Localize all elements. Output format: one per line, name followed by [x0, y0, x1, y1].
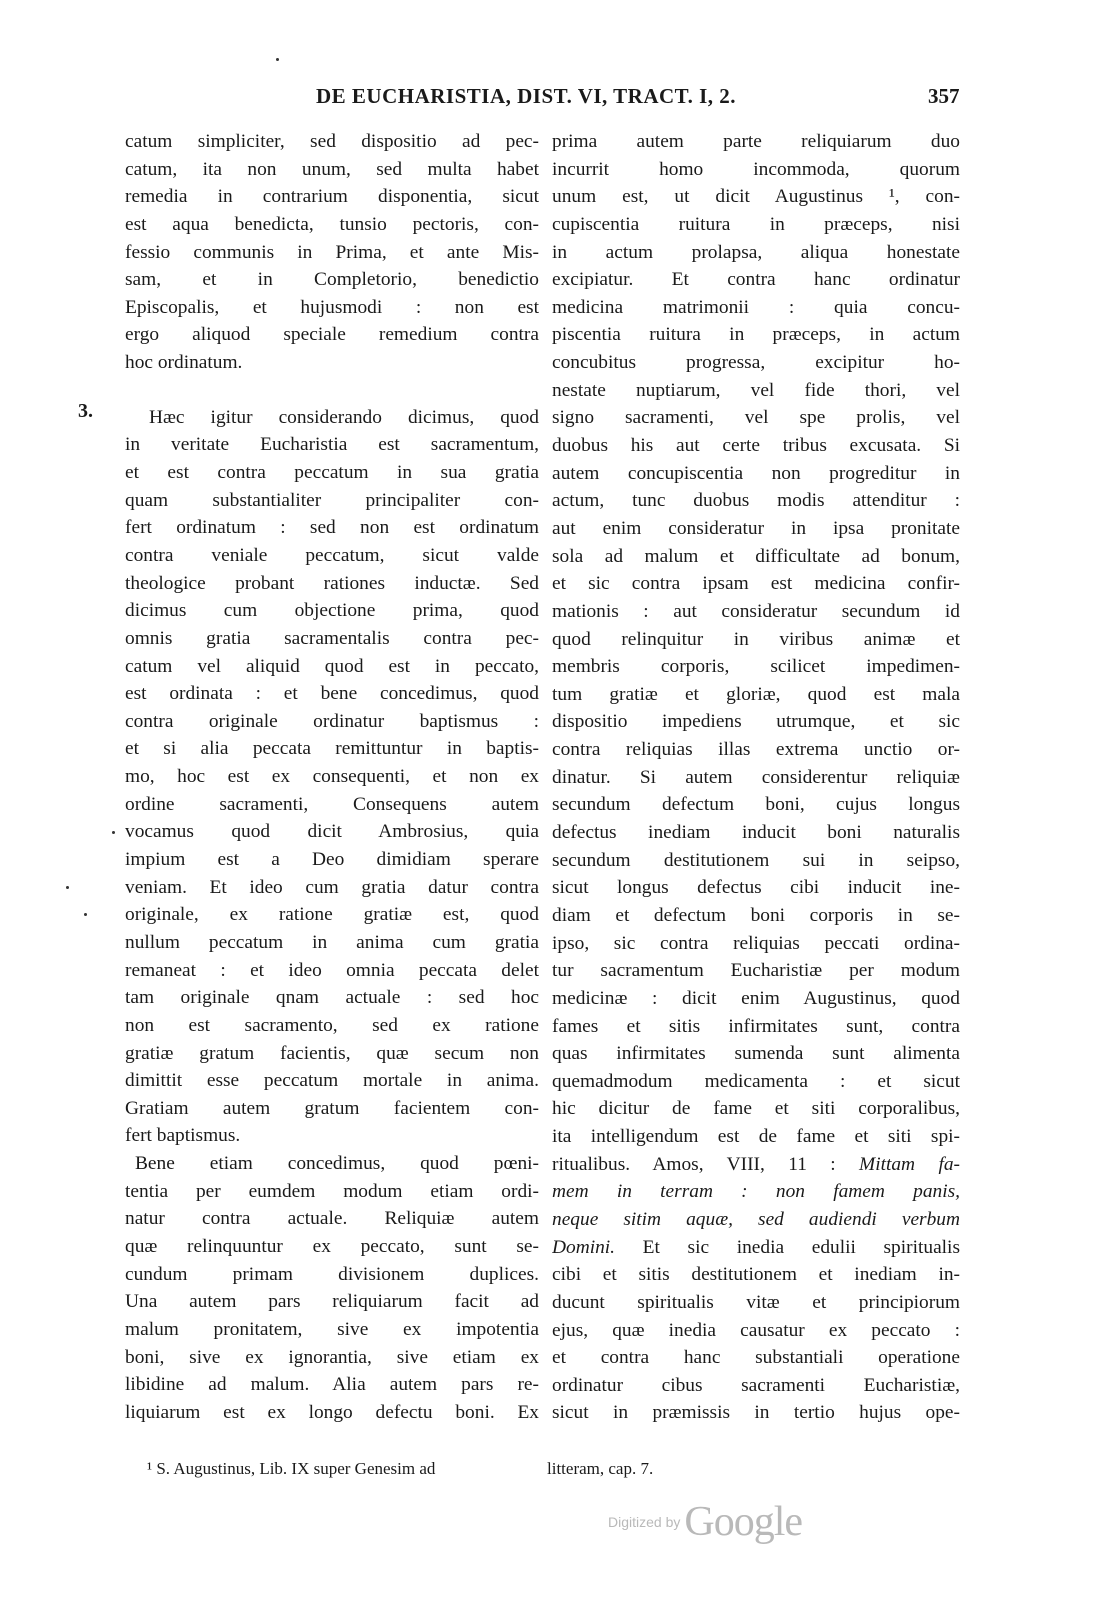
text-line: malum pronitatem, sive ex impotentia [125, 1318, 539, 1340]
text-span: ritualibus. Amos, VIII, 11 : [552, 1153, 836, 1175]
text-line: dicimus cum objectione prima, quod [125, 600, 539, 622]
text-line: cibi et sitis destitutionem et inediam in- [552, 1264, 960, 1286]
text-line [552, 1151, 960, 1179]
text-line: Una autem pars reliquiarum facit ad [125, 1291, 539, 1313]
running-title: DE EUCHARISTIA, DIST. VI, TRACT. I, 2. [316, 84, 737, 108]
ink-speck [84, 913, 87, 916]
text-line: dispositio impediens utrumque, et sic [552, 711, 960, 733]
text-line: tentia per eumdem modum etiam ordi- [125, 1180, 539, 1202]
text-line: tur sacramentum Eucharistiæ per modum [552, 960, 960, 982]
text-line: fert ordinatum : sed non est ordinatum [125, 517, 539, 539]
text-line [552, 1234, 960, 1262]
text-line: mationis : aut consideratur secundum id [552, 600, 960, 622]
quote-line: neque sitim aquæ, sed audiendi verbum [552, 1208, 960, 1230]
footnote-right: litteram, cap. 7. [547, 1459, 654, 1478]
text-line: natur contra actuale. Reliquiæ autem [125, 1208, 539, 1230]
google-logo: Google [684, 1499, 803, 1545]
text-line: nullum peccatum in anima cum gratia [125, 931, 539, 953]
text-line: boni, sive ex ignorantia, sive etiam ex [125, 1346, 539, 1368]
text-line: et si alia peccata remittuntur in baptis- [125, 738, 539, 760]
section-marker: 3. [78, 400, 93, 422]
watermark-small-text: Digitized by [608, 1514, 681, 1530]
text-line: contra reliquias illas extrema unctio or- [552, 739, 960, 761]
text-line: ordinatur cibus sacramenti Eucharistiæ, [552, 1374, 960, 1396]
text-line: remaneat : et ideo omnia peccata delet [125, 959, 539, 981]
text-line: aut enim consideratur in ipsa pronitate [552, 517, 960, 539]
text-line: sola ad malum et difficultate ad bonum, [552, 545, 960, 567]
text-line: catum, ita non unum, sed multa habet [125, 158, 539, 180]
text-line: in actum prolapsa, aliqua honestate [552, 241, 960, 263]
text-line: veniam. Et ideo cum gratia datur contra [125, 876, 539, 898]
text-line: autem concupiscentia non progreditur in [552, 462, 960, 484]
text-line: ejus, quæ inedia causatur ex peccato : [552, 1319, 960, 1341]
text-line: ordine sacramenti, Consequens autem [125, 793, 539, 815]
text-line: concubitus progressa, excipitur ho- [552, 352, 960, 374]
text-line: duobus his aut certe tribus excusata. Si [552, 435, 960, 457]
text-line: prima autem parte reliquiarum duo [552, 131, 960, 152]
quote-text: Domini. [552, 1236, 616, 1258]
text-line: quas infirmitates sumenda sunt alimenta [552, 1043, 960, 1065]
text-line: hic dicitur de fame et siti corporalibus, [552, 1098, 960, 1120]
text-line: ipso, sic contra reliquias peccati ordina- [552, 932, 960, 954]
text-line: fessio communis in Prima, et ante Mis- [125, 241, 539, 263]
text-line: cundum primam divisionem duplices. [125, 1263, 539, 1285]
text-line: tam originale qnam actuale : sed hoc [125, 987, 539, 1009]
text-line: omnis gratia sacramentalis contra pec- [125, 627, 539, 649]
text-line: Episcopalis, et hujusmodi : non est [125, 296, 539, 318]
quote-line: mem in terram : non famem panis, [552, 1181, 960, 1203]
text-line: fames et sitis infirmitates sunt, contra [552, 1015, 960, 1037]
text-line: et sic contra ipsam est medicina confir- [552, 573, 960, 595]
text-line: secundum defectum boni, cujus longus [552, 794, 960, 816]
text-line: quemadmodum medicamenta : et sicut [552, 1070, 960, 1092]
text-line: remedia in contrarium disponentia, sicut [125, 186, 539, 208]
text-line: non est sacramento, sed ex ratione [125, 1014, 539, 1036]
text-line: ergo aliquod speciale remedium contra [125, 324, 539, 346]
text-line: tum gratiæ et gloriæ, quod est mala [552, 683, 960, 705]
text-line: catum simpliciter, sed dispositio ad pec- [125, 131, 539, 152]
text-line: incurrit homo incommoda, quorum [552, 158, 960, 180]
text-line: sicut in præmissis in tertio hujus ope- [552, 1402, 960, 1424]
text-line: excipiatur. Et contra hanc ordinatur [552, 269, 960, 291]
text-line: defectus inediam inducit boni naturalis [552, 822, 960, 844]
text-line: et est contra peccatum in sua gratia [125, 462, 539, 484]
text-line: quæ relinquuntur ex peccato, sunt se- [125, 1235, 539, 1257]
text-line: ita intelligendum est de fame et siti spi- [552, 1126, 960, 1148]
text-line: liquiarum est ex longo defectu boni. Ex [125, 1401, 539, 1423]
text-line: diam et defectum boni corporis in se- [552, 904, 960, 926]
paragraph-gap [125, 377, 539, 404]
text-line: catum vel aliquid quod est in peccato, [125, 655, 539, 677]
text-line: contra originale ordinatur baptismus : [125, 710, 539, 732]
text-line: sam, et in Completorio, benedictio [125, 269, 539, 291]
text-line: dimittit esse peccatum mortale in anima. [125, 1070, 539, 1092]
ink-speck [66, 886, 69, 889]
text-line: dinatur. Si autem considerentur reliquiæ [552, 766, 960, 788]
text-line: et contra hanc substantiali operatione [552, 1347, 960, 1369]
text-line: mo, hoc est ex consequenti, et non ex [125, 766, 539, 788]
text-line: quod relinquitur in viribus animæ et [552, 628, 960, 650]
text-line: est ordinata : et bene concedimus, quod [125, 683, 539, 705]
text-line: quam substantialiter principaliter con- [125, 489, 539, 511]
google-watermark [608, 1498, 802, 1546]
left-column [125, 128, 539, 1426]
text-line: fert baptismus. [125, 1125, 241, 1147]
text-line: Hæc igitur considerando dicimus, quod [149, 406, 539, 428]
text-line: membris corporis, scilicet impedimen- [552, 656, 960, 678]
text-line: medicinæ : dicit enim Augustinus, quod [552, 987, 960, 1009]
running-header [0, 84, 1093, 114]
text-line: Bene etiam concedimus, quod pœni- [135, 1153, 539, 1175]
text-line: piscentia ruitura in præceps, in actum [552, 324, 960, 346]
ink-speck [112, 831, 115, 834]
text-line: cupiscentia ruitura in præceps, nisi [552, 213, 960, 235]
text-line: contra veniale peccatum, sicut valde [125, 544, 539, 566]
text-line: hoc ordinatum. [125, 352, 243, 374]
text-line: theologice probant rationes inductæ. Sed [125, 572, 539, 594]
text-line: libidine ad malum. Alia autem pars re- [125, 1374, 539, 1396]
text-line: sicut longus defectus cibi inducit ine- [552, 877, 960, 899]
footnote-left: ¹ S. Augustinus, Lib. IX super Genesim ad [147, 1459, 436, 1478]
quote-text: Mittam fa- [859, 1153, 960, 1175]
text-line: in veritate Eucharistia est sacramentum, [125, 434, 539, 456]
text-line: vocamus quod dicit Ambrosius, quia [125, 821, 539, 843]
text-line: nestate nuptiarum, vel fide thori, vel [552, 379, 960, 401]
page-number: 357 [928, 84, 960, 108]
text-line: secundum destitutionem sui in seipso, [552, 849, 960, 871]
text-line: medicina matrimonii : quia concu- [552, 296, 960, 318]
ink-speck [276, 58, 279, 61]
text-span: Et sic inedia edulii spiritualis [642, 1236, 960, 1258]
text-line: gratiæ gratum facientis, quæ secum non [125, 1042, 539, 1064]
text-line: Gratiam autem gratum facientem con- [125, 1097, 539, 1119]
right-column [552, 128, 960, 1427]
text-line: ducunt spiritualis vitæ et principiorum [552, 1291, 960, 1313]
text-line: signo sacramenti, vel spe prolis, vel [552, 407, 960, 429]
text-line: originale, ex ratione gratiæ est, quod [125, 904, 539, 926]
text-line: est aqua benedicta, tunsio pectoris, con- [125, 213, 539, 235]
text-line: impium est a Deo dimidiam sperare [125, 849, 539, 871]
text-line: actum, tunc duobus modis attenditur : [552, 490, 960, 512]
text-line: unum est, ut dicit Augustinus ¹, con- [552, 186, 960, 208]
